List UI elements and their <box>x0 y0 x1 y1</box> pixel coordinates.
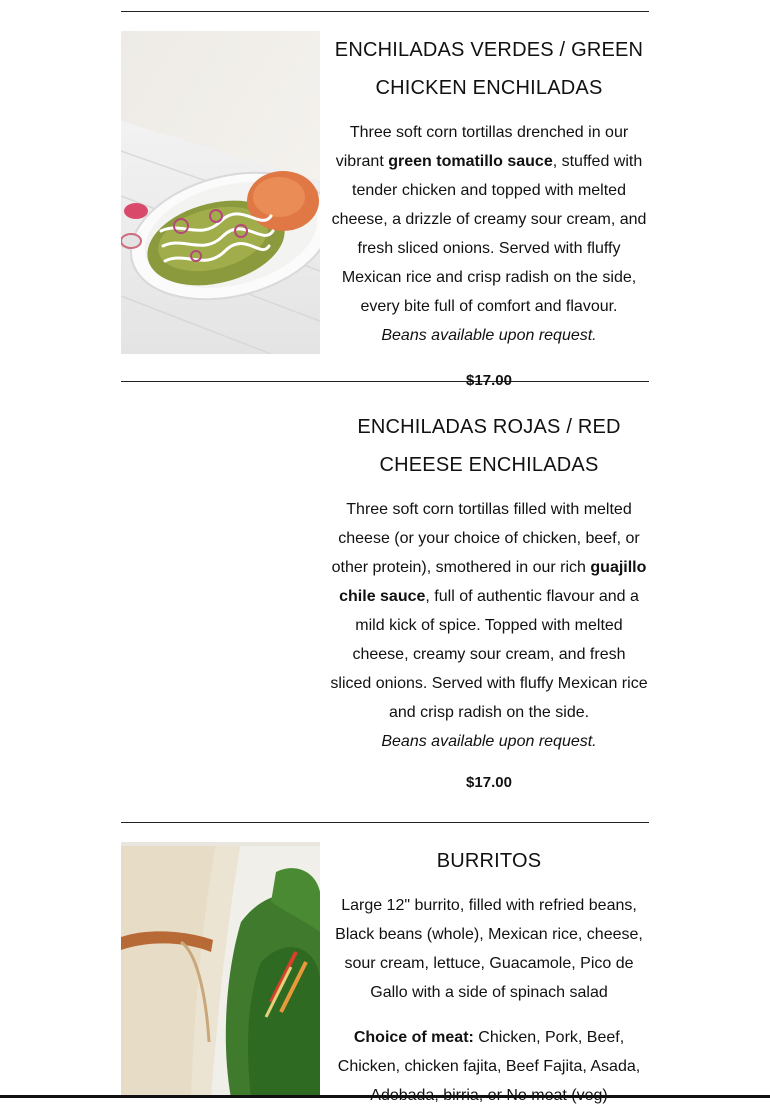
sauce-highlight: green tomatillo sauce <box>388 153 553 170</box>
red-enchiladas-text <box>330 408 648 794</box>
green-enchiladas-price: $17.00 <box>466 372 512 389</box>
item-description: Large 12" burrito, filled with refried beans, Black beans (whole), Mexican rice, cheese, sour cream, lettuce, Guacamole, Pico de Gallo with a side of spinach salad <box>335 897 643 1001</box>
item-description: Three soft corn tortillas drenched in our vibrant green tomatillo sauce, stuffed with tender chicken and topped with melted cheese, a drizzle of creamy sour cream, and fresh sliced onions. Served with fluffy Mexican rice and crisp radish on the side, every bite full of comfort and flavour. <box>331 124 647 315</box>
item-note: Beans available upon request. <box>381 733 597 750</box>
menu-item-green-enchiladas <box>121 31 649 381</box>
sauce-highlight: guajillo chile sauce <box>339 559 647 605</box>
item-price: $17.00 <box>466 774 512 791</box>
green-enchiladas-photo <box>121 31 320 354</box>
menu-item-red-enchiladas <box>121 408 649 813</box>
burritos-text <box>330 842 648 1110</box>
divider <box>121 822 649 823</box>
item-description: Three soft corn tortillas filled with melted cheese (or your choice of chicken, beef, or other protein), smothered in our rich guajillo chile sauce, full of authentic flavour and a mild kick of spice. Topped with melted cheese, creamy sour cream, and fresh sliced onions. Served with fluffy Mexican rice and crisp radish on the side. <box>330 501 648 721</box>
burrito-photo <box>121 842 320 1098</box>
meat-choice-options: Chicken, Pork, Beef, Chicken, chicken fajita, Beef Fajita, Asada, <box>337 1029 641 1075</box>
item-title: ENCHILADAS VERDES / GREEN CHICKEN ENCHILADAS <box>334 39 644 99</box>
divider <box>121 11 649 12</box>
item-title: BURRITOS <box>436 850 542 872</box>
item-title: ENCHILADAS ROJAS / RED CHEESE ENCHILADAS <box>357 416 621 476</box>
green-enchiladas-text <box>330 31 648 350</box>
item-note: Beans available upon request. <box>381 327 597 344</box>
meat-choice-label: Choice of meat: <box>353 1029 474 1046</box>
menu-item-burritos <box>121 842 649 1098</box>
